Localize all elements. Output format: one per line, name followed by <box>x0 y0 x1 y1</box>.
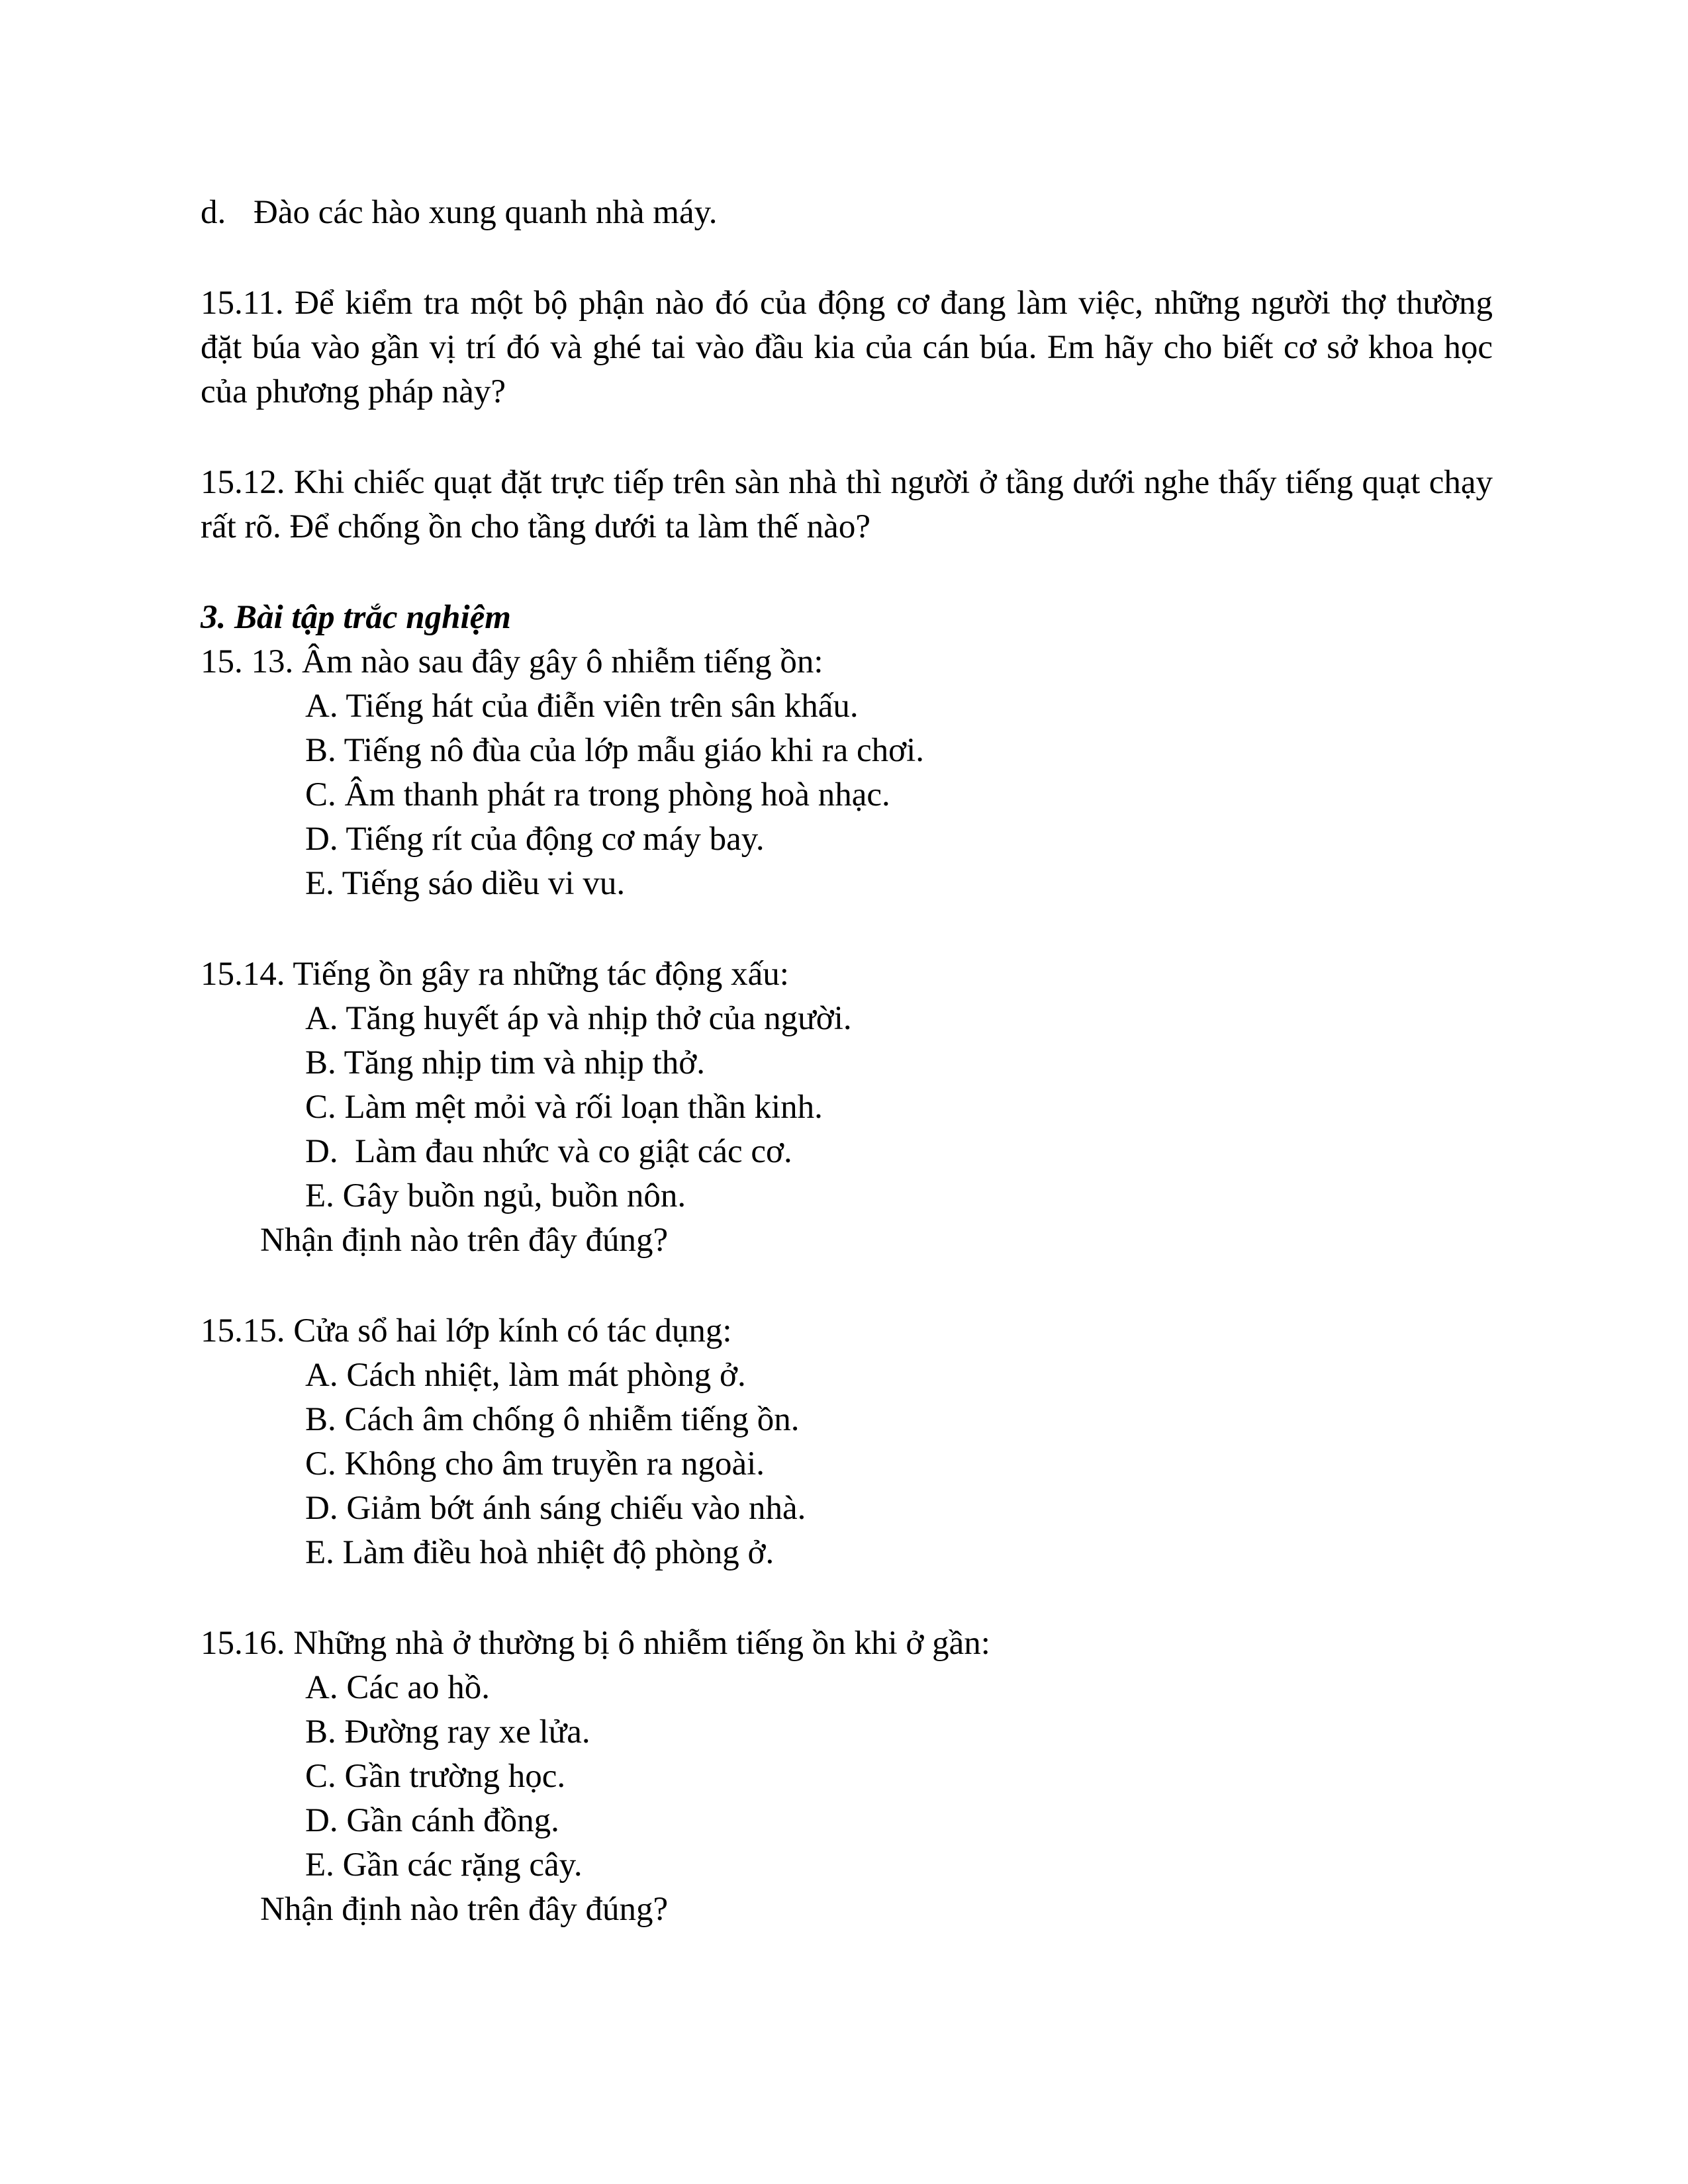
question-block-15-16 <box>201 1621 1493 1932</box>
option-line: B. Đường ray xe lửa. <box>305 1713 590 1751</box>
option-line: C. Âm thanh phát ra trong phòng hoà nhạc. <box>305 776 890 813</box>
paragraph-15-11: 15.11. Để kiểm tra một bộ phận nào đó của động cơ đang làm việc, những người thợ thường đặt búa vào gần vị trí đó và ghé tai vào đầu kia của cán búa. Em hãy cho biết cơ sở khoa học của phương pháp này? <box>201 285 1493 410</box>
paragraph-15-12: 15.12. Khi chiếc quạt đặt trực tiếp trên sàn nhà thì người ở tầng dưới nghe thấy tiếng quạt chạy rất rõ. Để chống ồn cho tầng dưới ta làm thế nào? <box>201 464 1493 545</box>
list-item-d <box>201 191 1493 235</box>
question-block-15-14 <box>201 952 1493 1263</box>
question-note: Nhận định nào trên đây đúng? <box>260 1891 669 1928</box>
option-line: D. Giảm bớt ánh sáng chiếu vào nhà. <box>305 1490 806 1527</box>
option-line: C. Không cho âm truyền ra ngoài. <box>305 1445 765 1482</box>
option-line: D. Tiếng rít của động cơ máy bay. <box>305 821 765 858</box>
option-line: B. Cách âm chống ô nhiễm tiếng ồn. <box>305 1401 800 1438</box>
option-line: E. Gây buồn ngủ, buồn nôn. <box>305 1177 686 1214</box>
question-label-15-13: 15. 13. Âm nào sau đây gây ô nhiễm tiếng ồn: <box>201 643 823 680</box>
option-line: A. Tiếng hát của điễn viên trên sân khấu. <box>305 688 859 725</box>
option-line: E. Làm điều hoà nhiệt độ phòng ở. <box>305 1534 774 1571</box>
section-heading: 3. Bài tập trắc nghiệm <box>201 599 511 636</box>
option-line: A. Các ao hồ. <box>305 1669 491 1706</box>
question-note: Nhận định nào trên đây đúng? <box>260 1222 669 1259</box>
option-line: C. Gần trường học. <box>305 1758 566 1795</box>
question-label-15-14: 15.14. Tiếng ồn gây ra những tác động xấu: <box>201 956 789 993</box>
option-line: D. Làm đau nhức và co giật các cơ. <box>305 1133 792 1170</box>
option-line: B. Tăng nhịp tim và nhịp thở. <box>305 1044 706 1081</box>
option-line: A. Cách nhiệt, làm mát phòng ở. <box>305 1357 746 1394</box>
option-line: A. Tăng huyết áp và nhịp thở của người. <box>305 1000 852 1037</box>
option-line: E. Gần các rặng cây. <box>305 1846 583 1884</box>
question-label-15-15: 15.15. Cửa sổ hai lớp kính có tác dụng: <box>201 1312 732 1349</box>
option-line: E. Tiếng sáo diều vi vu. <box>305 865 626 902</box>
list-item-text: Đào các hào xung quanh nhà máy. <box>254 194 718 231</box>
question-label-15-16: 15.16. Những nhà ở thường bị ô nhiễm tiếng ồn khi ở gần: <box>201 1625 990 1662</box>
question-block-15-15 <box>201 1309 1493 1575</box>
option-line: C. Làm mệt mỏi và rối loạn thần kinh. <box>305 1089 823 1126</box>
list-item-marker: d. <box>201 194 226 231</box>
question-block-15-13 <box>201 596 1493 906</box>
option-line: D. Gần cánh đồng. <box>305 1802 559 1839</box>
option-line: B. Tiếng nô đùa của lớp mẫu giáo khi ra chơi. <box>305 732 924 769</box>
